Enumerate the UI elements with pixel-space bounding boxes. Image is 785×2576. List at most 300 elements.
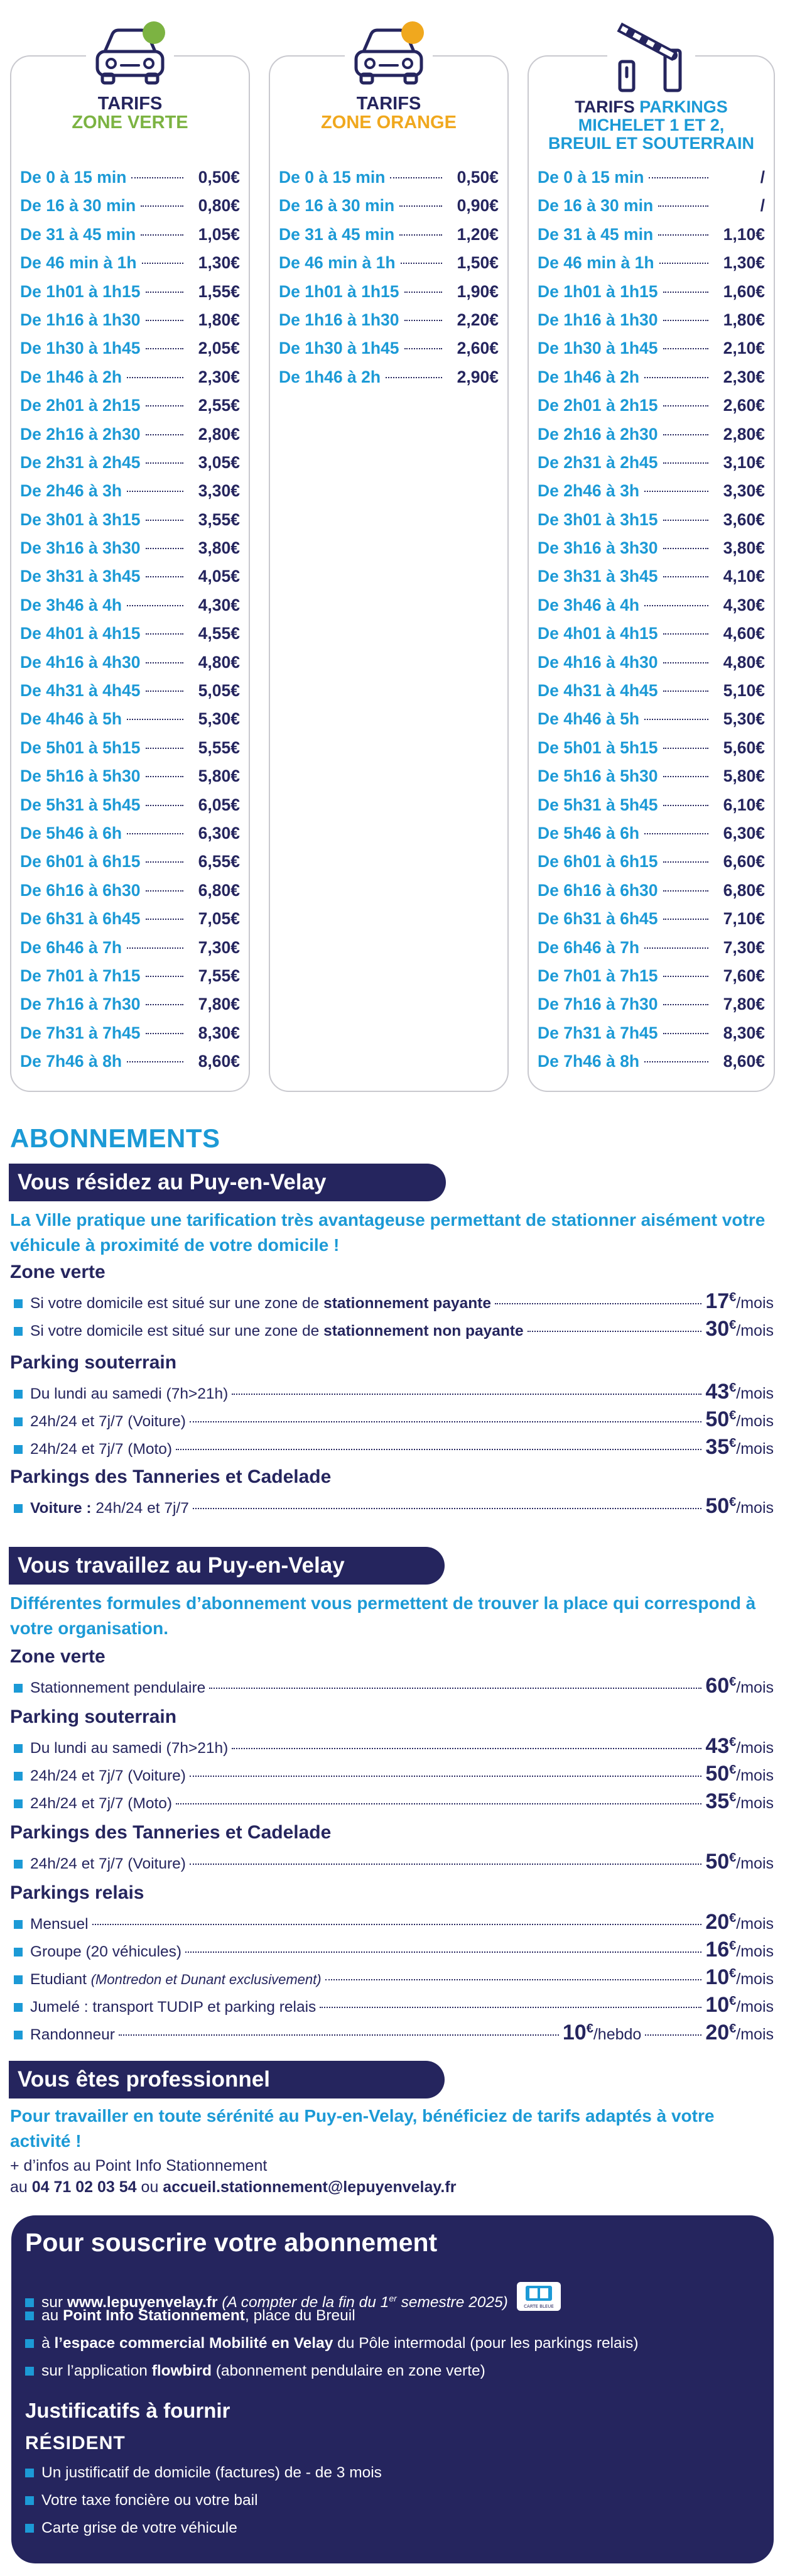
tariff-price: 2,10€ (723, 339, 765, 358)
tariff-price: 6,10€ (723, 795, 765, 814)
card-title: TARIFS ZONE VERTE (72, 94, 188, 133)
tariff-duration: De 1h01 à 1h15 (279, 281, 399, 301)
tariff-row (20, 990, 240, 1018)
tariff-price: 2,80€ (723, 424, 765, 444)
tariff-row (20, 221, 240, 249)
leader-dots (663, 576, 708, 577)
tariff-row (538, 791, 765, 819)
tariff-row (20, 819, 240, 848)
tariff-price: 7,05€ (198, 909, 240, 929)
tariff-duration: De 1h16 à 1h30 (20, 310, 141, 329)
tariff-row (538, 819, 765, 848)
tariff-duration: De 3h46 à 4h (20, 595, 122, 614)
tariff-row (279, 192, 499, 220)
leader-dots (146, 861, 183, 863)
leader-dots (644, 377, 708, 378)
tariff-duration: De 7h01 à 7h15 (538, 966, 658, 985)
tariff-duration: De 16 à 30 min (279, 196, 395, 216)
tariff-duration: De 2h31 à 2h45 (20, 452, 141, 472)
justificatifs-title: Justificatifs à fournir (25, 2399, 230, 2422)
tariff-row (20, 391, 240, 420)
leader-dots (663, 890, 708, 892)
tariff-row (538, 734, 765, 762)
tariff-price: 1,55€ (198, 281, 240, 301)
tariff-duration: De 3h46 à 4h (538, 595, 640, 614)
credit-card-icon (517, 2282, 561, 2311)
leader-dots (644, 833, 708, 834)
list-item: Votre taxe foncière ou votre bail (25, 2492, 258, 2509)
leader-dots (663, 1033, 708, 1034)
tariff-row (538, 163, 765, 192)
banner-professionnel: Vous êtes professionnel (9, 2061, 445, 2098)
tariff-price: 2,60€ (457, 339, 499, 358)
leader-dots (663, 548, 708, 549)
tariff-duration: De 2h46 à 3h (538, 481, 640, 501)
tariff-price: 0,50€ (198, 168, 240, 187)
tariff-row (20, 1047, 240, 1076)
tariff-row (538, 221, 765, 249)
tariff-price: 7,55€ (198, 966, 240, 985)
tariff-duration: De 6h01 à 6h15 (538, 852, 658, 871)
list-item: sur l’application flowbird (abonnement pendulaire en zone verte) (25, 2362, 485, 2380)
tariff-row (20, 734, 240, 762)
list-item: Du lundi au samedi (7h>21h) 43€/mois (14, 1734, 774, 1762)
bullet-icon (25, 2311, 34, 2320)
tariff-row (538, 876, 765, 905)
bullet-icon (25, 2496, 34, 2505)
tariff-duration: De 1h01 à 1h15 (538, 281, 658, 301)
bullet-icon (14, 1975, 23, 1984)
tariff-duration: De 46 min à 1h (538, 253, 654, 273)
tariff-duration: De 7h31 à 7h45 (20, 1023, 141, 1042)
tariff-duration: De 1h46 à 2h (538, 367, 640, 386)
tariff-duration: De 7h01 à 7h15 (20, 966, 141, 985)
tariff-price: 6,80€ (723, 880, 765, 900)
leader-dots (146, 890, 183, 892)
leader-dots (146, 1004, 183, 1005)
leader-dots (146, 348, 183, 349)
tariff-row (20, 648, 240, 677)
list-item: Jumelé : transport TUDIP et parking relais 10€/mois (14, 1993, 774, 2021)
leader-dots (146, 548, 183, 549)
tariff-price: 1,10€ (723, 224, 765, 244)
tariff-duration: De 1h30 à 1h45 (538, 339, 658, 358)
tariff-price: 3,60€ (723, 510, 765, 529)
tariff-price: / (760, 168, 765, 187)
tariff-card-zone-verte (10, 55, 250, 1092)
leader-dots (658, 234, 708, 236)
tariff-price: 5,30€ (723, 709, 765, 729)
leader-dots (146, 776, 183, 777)
tariff-row (20, 420, 240, 449)
tariff-price: 2,30€ (723, 367, 765, 386)
tariff-row (538, 420, 765, 449)
leader-dots (146, 748, 183, 749)
bullet-icon (25, 2524, 34, 2533)
car-green-dot-icon (86, 20, 174, 94)
tariff-duration: De 31 à 45 min (20, 224, 136, 244)
leader-dots (644, 947, 708, 949)
leader-dots (146, 662, 183, 663)
bullet-icon (25, 2367, 34, 2376)
tariff-price: 6,30€ (198, 823, 240, 843)
list-item: Stationnement pendulaire 60€/mois (14, 1674, 774, 1701)
leader-dots (663, 633, 708, 635)
leader-dots (146, 576, 183, 577)
bullet-icon (14, 1860, 23, 1869)
tariff-price: 4,05€ (198, 567, 240, 586)
banner-travaillez: Vous travaillez au Puy-en-Velay (9, 1547, 445, 1585)
tariff-row (20, 534, 240, 562)
tariff-price: / (760, 196, 765, 216)
leader-dots (663, 861, 708, 863)
leader-dots (127, 833, 183, 834)
tariff-row (538, 619, 765, 648)
tariff-price: 5,30€ (198, 709, 240, 729)
tariff-row (20, 762, 240, 790)
tariff-row (538, 1047, 765, 1076)
tariff-duration: De 5h31 à 5h45 (538, 795, 658, 814)
leader-dots (146, 320, 183, 321)
intro-professionnel: Pour travailler en toute sérénité au Puy-en-Velay, bénéficiez de tarifs adaptés à votre activité ! (10, 2106, 715, 2151)
tariff-price: 8,60€ (198, 1052, 240, 1071)
tariff-duration: De 3h16 à 3h30 (538, 538, 658, 558)
tariff-row (538, 934, 765, 962)
tariff-row (20, 591, 240, 619)
subheading-parkings-relais: Parkings relais (10, 1882, 144, 1903)
tariff-duration: De 16 à 30 min (538, 196, 654, 216)
tariff-price: 7,80€ (198, 995, 240, 1014)
leader-dots (663, 520, 708, 521)
list-item: au Point Info Stationnement, place du Breuil (25, 2307, 355, 2325)
tariff-duration: De 4h01 à 4h15 (538, 624, 658, 643)
tariff-row (20, 705, 240, 733)
tariff-duration: De 3h16 à 3h30 (20, 538, 141, 558)
tariff-row (538, 677, 765, 705)
tariff-row (20, 876, 240, 905)
tariff-row (279, 249, 499, 277)
list-item: Randonneur 10€/hebdo 20€/mois (14, 2021, 774, 2048)
tariff-row (538, 278, 765, 306)
tariff-duration: De 31 à 45 min (279, 224, 395, 244)
leader-dots (663, 690, 708, 692)
tariff-row (538, 192, 765, 220)
leader-dots (127, 377, 183, 378)
banner-residez: Vous résidez au Puy-en-Velay (9, 1164, 446, 1201)
tariff-row (538, 363, 765, 391)
list-item: Etudiant (Montredon et Dunant exclusivement) 10€/mois (14, 1965, 774, 1993)
tariff-duration: De 3h31 à 3h45 (20, 567, 141, 586)
tariff-price: 6,30€ (723, 823, 765, 843)
tariff-price: 3,80€ (723, 538, 765, 558)
leader-dots (146, 462, 183, 464)
tariff-row (20, 562, 240, 591)
subheading-parking-souterrain: Parking souterrain (10, 1352, 177, 1373)
leader-dots (644, 1061, 708, 1062)
tariff-row (538, 334, 765, 363)
list-item: Carte grise de votre véhicule (25, 2519, 237, 2537)
tariff-price: 2,05€ (198, 339, 240, 358)
tariff-row (20, 1019, 240, 1047)
tariff-price: 6,80€ (198, 880, 240, 900)
parking-barrier-icon (607, 20, 695, 94)
tariff-price: 4,30€ (723, 595, 765, 614)
tariff-rows (20, 163, 240, 1076)
intro-residez: La Ville pratique une tarification très avantageuse permettant de stationner aisément votre véhicule à proximité de votre domicile ! (10, 1210, 766, 1255)
tariff-price: 7,30€ (723, 937, 765, 957)
tariff-price: 8,30€ (198, 1023, 240, 1042)
leader-dots (146, 976, 183, 977)
tariff-row (538, 449, 765, 477)
tariff-duration: De 4h46 à 5h (538, 709, 640, 729)
leader-dots (131, 177, 183, 178)
tariff-duration: De 2h16 à 2h30 (20, 424, 141, 444)
tariff-price: 3,30€ (723, 481, 765, 501)
tariff-price: 3,05€ (198, 452, 240, 472)
tariff-price: 0,50€ (457, 168, 499, 187)
tariff-price: 1,30€ (198, 253, 240, 273)
leader-dots (404, 292, 442, 293)
tariff-duration: De 7h46 à 8h (538, 1052, 640, 1071)
list-item: 24h/24 et 7j/7 (Moto) 35€/mois (14, 1789, 774, 1817)
contact-info: + d’infos au Point Info Stationnement au 04 71 02 03 54 ou accueil.stationnement@lepuyenvelay.fr (10, 2157, 457, 2196)
section-title-abonnements: ABONNEMENTS (10, 1123, 220, 1153)
tariff-row (20, 363, 240, 391)
tariff-price: 7,60€ (723, 966, 765, 985)
bullet-icon (14, 1799, 23, 1808)
leader-dots (644, 605, 708, 606)
tariff-duration: De 5h31 à 5h45 (20, 795, 141, 814)
tariff-duration: De 1h16 à 1h30 (279, 310, 399, 329)
subscribe-title: Pour souscrire votre abonnement (25, 2228, 438, 2257)
bullet-icon (14, 1299, 23, 1308)
tariff-duration: De 7h46 à 8h (20, 1052, 122, 1071)
tariff-duration: De 7h16 à 7h30 (538, 995, 658, 1014)
tariff-price: 1,90€ (457, 281, 499, 301)
tariff-duration: De 16 à 30 min (20, 196, 136, 216)
tariff-price: 4,80€ (723, 652, 765, 672)
tariff-rows (279, 163, 499, 391)
bullet-icon (14, 1417, 23, 1426)
car-orange-dot-icon (345, 20, 433, 94)
bullet-icon (14, 2031, 23, 2039)
subheading-zone-verte: Zone verte (10, 1646, 106, 1667)
subscribe-box (11, 2215, 774, 2563)
tariff-row (279, 334, 499, 363)
tariff-row (20, 848, 240, 876)
tariff-duration: De 6h31 à 6h45 (20, 909, 141, 929)
tariff-row (20, 677, 240, 705)
leader-dots (146, 434, 183, 435)
tariff-row (538, 848, 765, 876)
leader-dots (146, 919, 183, 920)
tariff-row (20, 306, 240, 334)
tariff-row (279, 163, 499, 192)
tariff-row (538, 962, 765, 990)
tariff-price: 2,60€ (723, 396, 765, 415)
tariff-row (538, 477, 765, 505)
leader-dots (663, 919, 708, 920)
tariff-duration: De 2h16 à 2h30 (538, 424, 658, 444)
tariff-price: 4,55€ (198, 624, 240, 643)
tariff-row (538, 591, 765, 619)
tariff-row (538, 762, 765, 790)
tariff-price: 0,90€ (457, 196, 499, 216)
tariff-price: 6,60€ (723, 852, 765, 871)
leader-dots (663, 405, 708, 407)
leader-dots (399, 234, 442, 236)
bullet-icon (14, 2003, 23, 2012)
leader-dots (127, 947, 183, 949)
tariff-row (538, 562, 765, 591)
tariff-row (20, 334, 240, 363)
list-item: 24h/24 et 7j/7 (Moto) 35€/mois (14, 1435, 774, 1463)
tariff-duration: De 4h31 à 4h45 (20, 681, 141, 701)
bullet-icon (14, 1327, 23, 1336)
tariff-price: 2,90€ (457, 367, 499, 386)
tariff-duration: De 2h01 à 2h15 (20, 396, 141, 415)
bullet-icon (14, 1684, 23, 1693)
tariff-price: 1,20€ (457, 224, 499, 244)
tariff-duration: De 4h16 à 4h30 (20, 652, 141, 672)
tariff-duration: De 1h01 à 1h15 (20, 281, 141, 301)
list-item: Un justificatif de domicile (factures) de - de 3 mois (25, 2464, 382, 2482)
leader-dots (127, 605, 183, 606)
list-item: 24h/24 et 7j/7 (Voiture) 50€/mois (14, 1850, 774, 1877)
tariff-duration: De 2h31 à 2h45 (538, 452, 658, 472)
leader-dots (663, 292, 708, 293)
bullet-icon (14, 1390, 23, 1399)
tariff-price: 1,80€ (198, 310, 240, 329)
tariff-row (20, 192, 240, 220)
bullet-icon (14, 1920, 23, 1929)
tariff-duration: De 2h01 à 2h15 (538, 396, 658, 415)
leader-dots (663, 434, 708, 435)
tariff-price: 2,80€ (198, 424, 240, 444)
tariff-row (20, 506, 240, 534)
leader-dots (663, 748, 708, 749)
list-item: Groupe (20 véhicules) 16€/mois (14, 1938, 774, 1965)
list-item: Si votre domicile est situé sur une zone de stationnement non payante 30€/mois (14, 1317, 774, 1345)
leader-dots (146, 292, 183, 293)
tariff-row (20, 905, 240, 933)
tariff-duration: De 1h30 à 1h45 (20, 339, 141, 358)
tariff-price: 1,05€ (198, 224, 240, 244)
leader-dots (659, 263, 708, 264)
tariff-duration: De 6h31 à 6h45 (538, 909, 658, 929)
leader-dots (386, 377, 442, 378)
subheading-zone-verte: Zone verte (10, 1262, 106, 1282)
website-link[interactable]: www.lepuyenvelay.fr (67, 2294, 218, 2311)
leader-dots (146, 690, 183, 692)
leader-dots (644, 719, 708, 720)
tariff-row (20, 249, 240, 277)
bullet-icon (14, 1504, 23, 1513)
tariff-row (538, 990, 765, 1018)
tariff-duration: De 4h46 à 5h (20, 709, 122, 729)
list-item: à l’espace commercial Mobilité en Velay du Pôle intermodal (pour les parkings relais) (25, 2335, 639, 2352)
leader-dots (404, 320, 442, 321)
card-title: TARIFS PARKINGS MICHELET 1 ET 2, BREUIL ET SOUTERRAIN (548, 97, 755, 153)
leader-dots (127, 719, 183, 720)
tariff-duration: De 6h16 à 6h30 (538, 880, 658, 900)
bullet-icon (14, 1445, 23, 1454)
email-link[interactable]: accueil.stationnement@lepuyenvelay.fr (163, 2178, 457, 2196)
phone-number[interactable]: 04 71 02 03 54 (31, 2178, 137, 2196)
tariff-price: 2,55€ (198, 396, 240, 415)
leader-dots (663, 662, 708, 663)
tariff-row (20, 619, 240, 648)
tariff-price: 5,80€ (723, 767, 765, 786)
tariff-row (20, 163, 240, 192)
leader-dots (141, 234, 183, 236)
tariff-duration: De 5h01 à 5h15 (20, 738, 141, 757)
bullet-icon (25, 2469, 34, 2477)
tariff-card-zone-orange (269, 55, 509, 1092)
tariff-price: 5,80€ (198, 767, 240, 786)
tariff-price: 4,30€ (198, 595, 240, 614)
tariff-row (20, 477, 240, 505)
tariff-price: 1,60€ (723, 281, 765, 301)
svg-text:CARTE BLEUE: CARTE BLEUE (523, 2304, 554, 2309)
leader-dots (142, 263, 183, 264)
bullet-icon (25, 2298, 34, 2307)
bullet-icon (14, 1744, 23, 1753)
leader-dots (401, 263, 442, 264)
tariff-duration: De 1h46 à 2h (279, 367, 381, 386)
tariff-row (538, 905, 765, 933)
tariff-row (20, 934, 240, 962)
tariff-duration: De 3h01 à 3h15 (538, 510, 658, 529)
tariff-duration: De 5h46 à 6h (20, 823, 122, 843)
leader-dots (663, 805, 708, 806)
tariff-duration: De 0 à 15 min (538, 168, 644, 187)
tariff-price: 5,55€ (198, 738, 240, 757)
tariff-duration: De 1h16 à 1h30 (538, 310, 658, 329)
tariff-price: 3,80€ (198, 538, 240, 558)
tariff-row (20, 791, 240, 819)
leader-dots (658, 205, 708, 207)
tariff-price: 3,10€ (723, 452, 765, 472)
tariff-price: 6,55€ (198, 852, 240, 871)
intro-travaillez: Différentes formules d’abonnement vous permettent de trouver la place qui correspond à votre organisation. (10, 1593, 756, 1638)
tariff-price: 5,60€ (723, 738, 765, 757)
list-item: Si votre domicile est situé sur une zone de stationnement payante 17€/mois (14, 1289, 774, 1317)
tariff-row (538, 648, 765, 677)
leader-dots (146, 520, 183, 521)
tariff-price: 7,10€ (723, 909, 765, 929)
bullet-icon (25, 2339, 34, 2348)
leader-dots (663, 462, 708, 464)
tariff-row (20, 962, 240, 990)
tariff-duration: De 46 min à 1h (20, 253, 137, 273)
leader-dots (146, 805, 183, 806)
leader-dots (663, 776, 708, 777)
tariff-duration: De 7h16 à 7h30 (20, 995, 141, 1014)
subheading-tanneries: Parkings des Tanneries et Cadelade (10, 1822, 332, 1843)
tariff-row (20, 278, 240, 306)
tariff-price: 1,50€ (457, 253, 499, 273)
leader-dots (663, 976, 708, 977)
tariff-price: 7,80€ (723, 995, 765, 1014)
leader-dots (404, 348, 442, 349)
leader-dots (146, 633, 183, 635)
leader-dots (141, 205, 183, 207)
tariff-duration: De 2h46 à 3h (20, 481, 122, 501)
bullet-icon (14, 1772, 23, 1781)
leader-dots (127, 1061, 183, 1062)
tariff-duration: De 6h46 à 7h (538, 937, 640, 957)
